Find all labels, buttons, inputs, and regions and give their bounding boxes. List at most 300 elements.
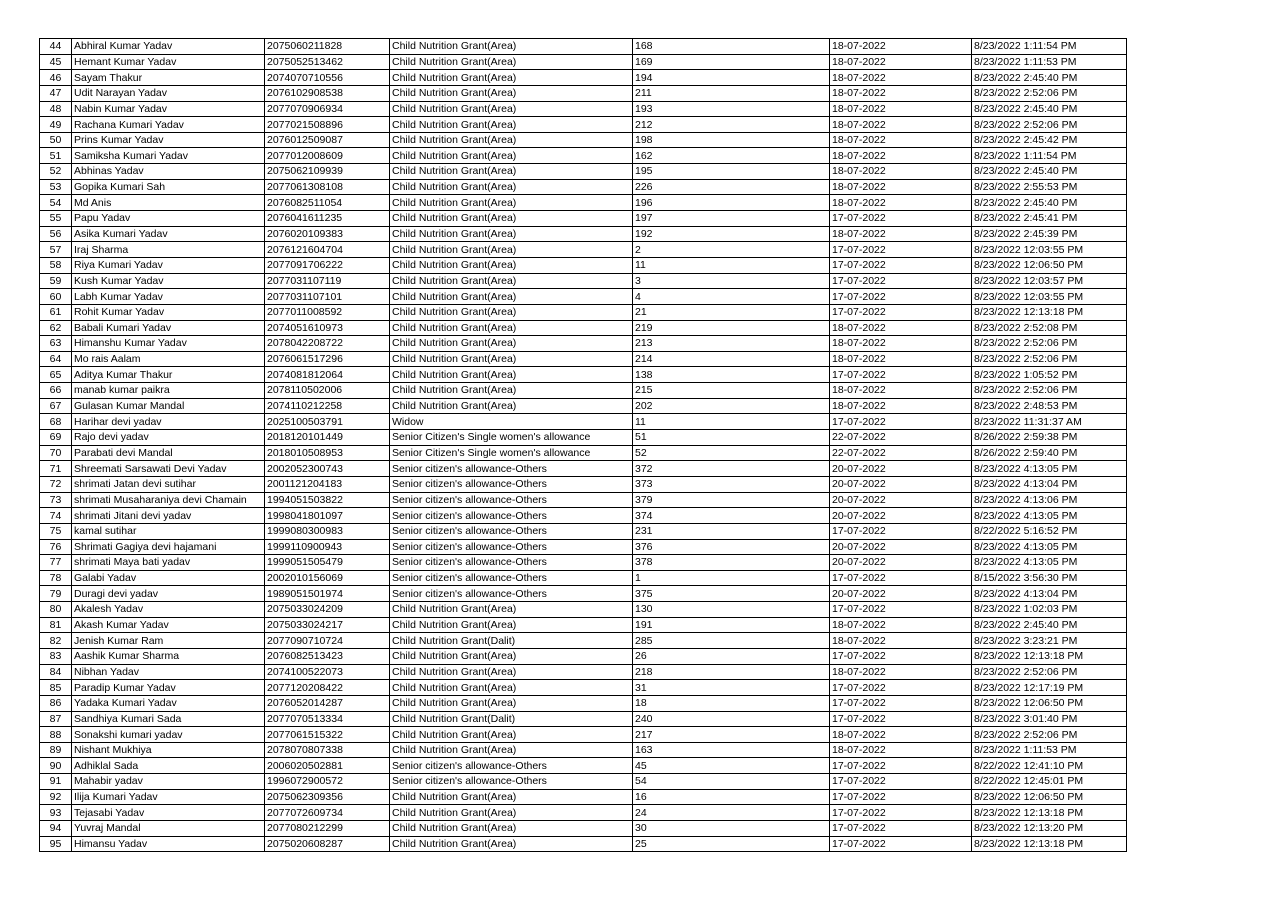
table-row (40, 476, 1127, 492)
date-cell: 17-07-2022 (830, 570, 972, 586)
timestamp-cell: 8/23/2022 4:13:06 PM (972, 492, 1127, 508)
timestamp-cell: 8/23/2022 2:45:39 PM (972, 226, 1127, 242)
allowance-type-cell: Child Nutrition Grant(Area) (390, 148, 633, 164)
date-cell: 17-07-2022 (830, 367, 972, 383)
allowance-type-cell: Senior Citizen's Single women's allowance (390, 430, 633, 446)
allowance-type-cell: Senior citizen's allowance-Others (390, 570, 633, 586)
table-row (40, 555, 1127, 571)
timestamp-cell: 8/23/2022 11:31:37 AM (972, 414, 1127, 430)
timestamp-cell: 8/23/2022 12:13:18 PM (972, 648, 1127, 664)
serial-number-cell: 69 (40, 430, 72, 446)
id-number-cell: 2076041611235 (265, 211, 390, 227)
name-cell: Riya Kumari Yadav (72, 257, 265, 273)
table-row (40, 805, 1127, 821)
table-row (40, 39, 1127, 55)
date-cell: 18-07-2022 (830, 70, 972, 86)
id-number-cell: 2076082511054 (265, 195, 390, 211)
timestamp-cell: 8/23/2022 1:11:54 PM (972, 148, 1127, 164)
table-row (40, 211, 1127, 227)
name-cell: Sandhiya Kumari Sada (72, 711, 265, 727)
serial-number-cell: 85 (40, 680, 72, 696)
name-cell: shrimati Maya bati yadav (72, 555, 265, 571)
timestamp-cell: 8/23/2022 4:13:04 PM (972, 476, 1127, 492)
name-cell: manab kumar paikra (72, 383, 265, 399)
timestamp-cell: 8/23/2022 12:06:50 PM (972, 789, 1127, 805)
code-cell: 130 (633, 602, 830, 618)
serial-number-cell: 67 (40, 398, 72, 414)
name-cell: Rohit Kumar Yadav (72, 304, 265, 320)
serial-number-cell: 73 (40, 492, 72, 508)
date-cell: 18-07-2022 (830, 195, 972, 211)
allowance-type-cell: Child Nutrition Grant(Area) (390, 602, 633, 618)
table-row (40, 539, 1127, 555)
date-cell: 18-07-2022 (830, 148, 972, 164)
allowance-type-cell: Senior citizen's allowance-Others (390, 523, 633, 539)
date-cell: 17-07-2022 (830, 758, 972, 774)
id-number-cell: 2075033024209 (265, 602, 390, 618)
table-row (40, 508, 1127, 524)
id-number-cell: 1989051501974 (265, 586, 390, 602)
name-cell: Shrimati Gagiya devi hajamani (72, 539, 265, 555)
table-row (40, 789, 1127, 805)
allowance-type-cell: Child Nutrition Grant(Area) (390, 695, 633, 711)
timestamp-cell: 8/23/2022 1:05:52 PM (972, 367, 1127, 383)
code-cell: 373 (633, 476, 830, 492)
date-cell: 17-07-2022 (830, 711, 972, 727)
timestamp-cell: 8/23/2022 12:17:19 PM (972, 680, 1127, 696)
allowance-type-cell: Senior citizen's allowance-Others (390, 539, 633, 555)
id-number-cell: 2076121604704 (265, 242, 390, 258)
code-cell: 30 (633, 821, 830, 837)
table-row (40, 695, 1127, 711)
name-cell: kamal sutihar (72, 523, 265, 539)
id-number-cell: 2075052513462 (265, 54, 390, 70)
table-row (40, 148, 1127, 164)
code-cell: 226 (633, 179, 830, 195)
date-cell: 18-07-2022 (830, 664, 972, 680)
name-cell: Gopika Kumari Sah (72, 179, 265, 195)
table-row (40, 523, 1127, 539)
table-body (40, 39, 1127, 852)
table-row (40, 758, 1127, 774)
name-cell: Papu Yadav (72, 211, 265, 227)
serial-number-cell: 51 (40, 148, 72, 164)
code-cell: 372 (633, 461, 830, 477)
timestamp-cell: 8/23/2022 2:45:40 PM (972, 195, 1127, 211)
name-cell: shrimati Jatan devi sutihar (72, 476, 265, 492)
serial-number-cell: 62 (40, 320, 72, 336)
id-number-cell: 2077061308108 (265, 179, 390, 195)
id-number-cell: 2078042208722 (265, 336, 390, 352)
serial-number-cell: 89 (40, 742, 72, 758)
allowance-type-cell: Child Nutrition Grant(Area) (390, 680, 633, 696)
code-cell: 168 (633, 39, 830, 55)
timestamp-cell: 8/23/2022 2:45:41 PM (972, 211, 1127, 227)
timestamp-cell: 8/23/2022 1:02:03 PM (972, 602, 1127, 618)
serial-number-cell: 84 (40, 664, 72, 680)
table-row (40, 711, 1127, 727)
date-cell: 18-07-2022 (830, 398, 972, 414)
serial-number-cell: 65 (40, 367, 72, 383)
date-cell: 18-07-2022 (830, 351, 972, 367)
timestamp-cell: 8/22/2022 12:41:10 PM (972, 758, 1127, 774)
table-row (40, 289, 1127, 305)
name-cell: Rajo devi yadav (72, 430, 265, 446)
code-cell: 219 (633, 320, 830, 336)
name-cell: Ilija Kumari Yadav (72, 789, 265, 805)
table-row (40, 821, 1127, 837)
serial-number-cell: 95 (40, 836, 72, 852)
date-cell: 18-07-2022 (830, 383, 972, 399)
allowance-type-cell: Child Nutrition Grant(Area) (390, 70, 633, 86)
id-number-cell: 2074051610973 (265, 320, 390, 336)
code-cell: 198 (633, 132, 830, 148)
id-number-cell: 2075033024217 (265, 617, 390, 633)
code-cell: 11 (633, 414, 830, 430)
code-cell: 240 (633, 711, 830, 727)
id-number-cell: 2018120101449 (265, 430, 390, 446)
date-cell: 18-07-2022 (830, 179, 972, 195)
name-cell: Akash Kumar Yadav (72, 617, 265, 633)
serial-number-cell: 55 (40, 211, 72, 227)
code-cell: 31 (633, 680, 830, 696)
id-number-cell: 2075020608287 (265, 836, 390, 852)
allowance-type-cell: Child Nutrition Grant(Area) (390, 85, 633, 101)
name-cell: Paradip Kumar Yadav (72, 680, 265, 696)
name-cell: Yadaka Kumari Yadav (72, 695, 265, 711)
allowance-type-cell: Child Nutrition Grant(Area) (390, 273, 633, 289)
allowance-type-cell: Child Nutrition Grant(Area) (390, 320, 633, 336)
code-cell: 11 (633, 257, 830, 273)
date-cell: 18-07-2022 (830, 226, 972, 242)
table-row (40, 430, 1127, 446)
timestamp-cell: 8/23/2022 2:52:06 PM (972, 117, 1127, 133)
date-cell: 17-07-2022 (830, 273, 972, 289)
table-row (40, 633, 1127, 649)
serial-number-cell: 59 (40, 273, 72, 289)
id-number-cell: 1999110900943 (265, 539, 390, 555)
name-cell: Shreemati Sarsawati Devi Yadav (72, 461, 265, 477)
id-number-cell: 2075060211828 (265, 39, 390, 55)
timestamp-cell: 8/23/2022 1:11:53 PM (972, 54, 1127, 70)
table-row (40, 492, 1127, 508)
serial-number-cell: 53 (40, 179, 72, 195)
allowance-type-cell: Child Nutrition Grant(Dalit) (390, 711, 633, 727)
serial-number-cell: 92 (40, 789, 72, 805)
serial-number-cell: 91 (40, 774, 72, 790)
timestamp-cell: 8/23/2022 4:13:05 PM (972, 508, 1127, 524)
allowance-type-cell: Senior citizen's allowance-Others (390, 586, 633, 602)
timestamp-cell: 8/23/2022 1:11:54 PM (972, 39, 1127, 55)
timestamp-cell: 8/23/2022 12:13:18 PM (972, 304, 1127, 320)
timestamp-cell: 8/22/2022 12:45:01 PM (972, 774, 1127, 790)
code-cell: 374 (633, 508, 830, 524)
name-cell: Gulasan Kumar Mandal (72, 398, 265, 414)
timestamp-cell: 8/26/2022 2:59:40 PM (972, 445, 1127, 461)
code-cell: 4 (633, 289, 830, 305)
serial-number-cell: 87 (40, 711, 72, 727)
serial-number-cell: 66 (40, 383, 72, 399)
code-cell: 231 (633, 523, 830, 539)
name-cell: Labh Kumar Yadav (72, 289, 265, 305)
name-cell: Aashik Kumar Sharma (72, 648, 265, 664)
code-cell: 51 (633, 430, 830, 446)
table-row (40, 680, 1127, 696)
timestamp-cell: 8/26/2022 2:59:38 PM (972, 430, 1127, 446)
allowance-type-cell: Child Nutrition Grant(Area) (390, 257, 633, 273)
serial-number-cell: 68 (40, 414, 72, 430)
allowance-type-cell: Child Nutrition Grant(Area) (390, 242, 633, 258)
name-cell: Iraj Sharma (72, 242, 265, 258)
date-cell: 20-07-2022 (830, 539, 972, 555)
allowance-type-cell: Child Nutrition Grant(Area) (390, 54, 633, 70)
name-cell: Nibhan Yadav (72, 664, 265, 680)
date-cell: 18-07-2022 (830, 101, 972, 117)
date-cell: 20-07-2022 (830, 476, 972, 492)
beneficiary-table (39, 38, 1127, 852)
id-number-cell: 2074070710556 (265, 70, 390, 86)
name-cell: Nishant Mukhiya (72, 742, 265, 758)
name-cell: Nabin Kumar Yadav (72, 101, 265, 117)
allowance-type-cell: Child Nutrition Grant(Area) (390, 179, 633, 195)
serial-number-cell: 46 (40, 70, 72, 86)
serial-number-cell: 60 (40, 289, 72, 305)
allowance-type-cell: Child Nutrition Grant(Area) (390, 742, 633, 758)
allowance-type-cell: Child Nutrition Grant(Area) (390, 289, 633, 305)
code-cell: 45 (633, 758, 830, 774)
timestamp-cell: 8/23/2022 12:06:50 PM (972, 695, 1127, 711)
id-number-cell: 2002010156069 (265, 570, 390, 586)
date-cell: 22-07-2022 (830, 445, 972, 461)
code-cell: 25 (633, 836, 830, 852)
code-cell: 138 (633, 367, 830, 383)
serial-number-cell: 44 (40, 39, 72, 55)
date-cell: 17-07-2022 (830, 789, 972, 805)
id-number-cell: 2074081812064 (265, 367, 390, 383)
serial-number-cell: 86 (40, 695, 72, 711)
name-cell: shrimati Jitani devi yadav (72, 508, 265, 524)
timestamp-cell: 8/23/2022 4:13:05 PM (972, 555, 1127, 571)
allowance-type-cell: Child Nutrition Grant(Area) (390, 821, 633, 837)
table-row (40, 774, 1127, 790)
id-number-cell: 2077011008592 (265, 304, 390, 320)
date-cell: 17-07-2022 (830, 821, 972, 837)
name-cell: Yuvraj Mandal (72, 821, 265, 837)
date-cell: 17-07-2022 (830, 648, 972, 664)
serial-number-cell: 70 (40, 445, 72, 461)
date-cell: 17-07-2022 (830, 602, 972, 618)
allowance-type-cell: Child Nutrition Grant(Area) (390, 617, 633, 633)
timestamp-cell: 8/23/2022 2:52:06 PM (972, 664, 1127, 680)
timestamp-cell: 8/23/2022 2:48:53 PM (972, 398, 1127, 414)
date-cell: 20-07-2022 (830, 508, 972, 524)
name-cell: Tejasabi Yadav (72, 805, 265, 821)
timestamp-cell: 8/23/2022 2:45:40 PM (972, 70, 1127, 86)
timestamp-cell: 8/23/2022 12:13:18 PM (972, 836, 1127, 852)
table-row (40, 586, 1127, 602)
name-cell: Rachana Kumari Yadav (72, 117, 265, 133)
date-cell: 17-07-2022 (830, 257, 972, 273)
name-cell: Samiksha Kumari Yadav (72, 148, 265, 164)
serial-number-cell: 76 (40, 539, 72, 555)
table-row (40, 570, 1127, 586)
timestamp-cell: 8/23/2022 2:52:06 PM (972, 85, 1127, 101)
name-cell: Kush Kumar Yadav (72, 273, 265, 289)
id-number-cell: 2078070807338 (265, 742, 390, 758)
code-cell: 213 (633, 336, 830, 352)
date-cell: 20-07-2022 (830, 586, 972, 602)
id-number-cell: 2076102908538 (265, 85, 390, 101)
code-cell: 378 (633, 555, 830, 571)
timestamp-cell: 8/23/2022 3:01:40 PM (972, 711, 1127, 727)
name-cell: Adhiklal Sada (72, 758, 265, 774)
name-cell: Harihar devi yadav (72, 414, 265, 430)
table-row (40, 132, 1127, 148)
table-row (40, 727, 1127, 743)
code-cell: 16 (633, 789, 830, 805)
allowance-type-cell: Child Nutrition Grant(Area) (390, 398, 633, 414)
date-cell: 18-07-2022 (830, 117, 972, 133)
timestamp-cell: 8/23/2022 12:13:18 PM (972, 805, 1127, 821)
id-number-cell: 2077070906934 (265, 101, 390, 117)
table-row (40, 164, 1127, 180)
code-cell: 3 (633, 273, 830, 289)
date-cell: 17-07-2022 (830, 289, 972, 305)
table-row (40, 257, 1127, 273)
date-cell: 17-07-2022 (830, 242, 972, 258)
id-number-cell: 1996072900572 (265, 774, 390, 790)
name-cell: Abhinas Yadav (72, 164, 265, 180)
date-cell: 18-07-2022 (830, 633, 972, 649)
timestamp-cell: 8/15/2022 3:56:30 PM (972, 570, 1127, 586)
table-row (40, 54, 1127, 70)
timestamp-cell: 8/23/2022 2:45:42 PM (972, 132, 1127, 148)
allowance-type-cell: Child Nutrition Grant(Area) (390, 117, 633, 133)
table-row (40, 195, 1127, 211)
allowance-type-cell: Child Nutrition Grant(Area) (390, 664, 633, 680)
allowance-type-cell: Child Nutrition Grant(Area) (390, 383, 633, 399)
name-cell: Akalesh Yadav (72, 602, 265, 618)
serial-number-cell: 72 (40, 476, 72, 492)
name-cell: shrimati Musaharaniya devi Chamain (72, 492, 265, 508)
serial-number-cell: 75 (40, 523, 72, 539)
timestamp-cell: 8/23/2022 2:45:40 PM (972, 164, 1127, 180)
allowance-type-cell: Child Nutrition Grant(Area) (390, 195, 633, 211)
id-number-cell: 2077070513334 (265, 711, 390, 727)
id-number-cell: 2076020109383 (265, 226, 390, 242)
id-number-cell: 2076052014287 (265, 695, 390, 711)
serial-number-cell: 47 (40, 85, 72, 101)
name-cell: Mahabir yadav (72, 774, 265, 790)
serial-number-cell: 50 (40, 132, 72, 148)
code-cell: 54 (633, 774, 830, 790)
serial-number-cell: 71 (40, 461, 72, 477)
id-number-cell: 2077072609734 (265, 805, 390, 821)
id-number-cell: 2077080212299 (265, 821, 390, 837)
serial-number-cell: 56 (40, 226, 72, 242)
allowance-type-cell: Child Nutrition Grant(Area) (390, 164, 633, 180)
allowance-type-cell: Senior citizen's allowance-Others (390, 758, 633, 774)
name-cell: Udit Narayan Yadav (72, 85, 265, 101)
serial-number-cell: 45 (40, 54, 72, 70)
allowance-type-cell: Child Nutrition Grant(Area) (390, 805, 633, 821)
serial-number-cell: 58 (40, 257, 72, 273)
id-number-cell: 2077021508896 (265, 117, 390, 133)
date-cell: 18-07-2022 (830, 320, 972, 336)
date-cell: 18-07-2022 (830, 336, 972, 352)
table-row (40, 461, 1127, 477)
name-cell: Abhiral Kumar Yadav (72, 39, 265, 55)
serial-number-cell: 74 (40, 508, 72, 524)
allowance-type-cell: Senior citizen's allowance-Others (390, 476, 633, 492)
allowance-type-cell: Senior Citizen's Single women's allowance (390, 445, 633, 461)
table-row (40, 445, 1127, 461)
allowance-type-cell: Child Nutrition Grant(Area) (390, 336, 633, 352)
serial-number-cell: 64 (40, 351, 72, 367)
code-cell: 21 (633, 304, 830, 320)
serial-number-cell: 49 (40, 117, 72, 133)
name-cell: Sonakshi kumari yadav (72, 727, 265, 743)
id-number-cell: 2001121204183 (265, 476, 390, 492)
code-cell: 202 (633, 398, 830, 414)
allowance-type-cell: Child Nutrition Grant(Area) (390, 132, 633, 148)
date-cell: 18-07-2022 (830, 54, 972, 70)
code-cell: 24 (633, 805, 830, 821)
code-cell: 18 (633, 695, 830, 711)
code-cell: 196 (633, 195, 830, 211)
allowance-type-cell: Senior citizen's allowance-Others (390, 492, 633, 508)
serial-number-cell: 48 (40, 101, 72, 117)
code-cell: 192 (633, 226, 830, 242)
date-cell: 20-07-2022 (830, 461, 972, 477)
allowance-type-cell: Senior citizen's allowance-Others (390, 461, 633, 477)
code-cell: 379 (633, 492, 830, 508)
date-cell: 17-07-2022 (830, 805, 972, 821)
allowance-type-cell: Widow (390, 414, 633, 430)
id-number-cell: 2002052300743 (265, 461, 390, 477)
code-cell: 2 (633, 242, 830, 258)
name-cell: Parabati devi Mandal (72, 445, 265, 461)
table-row (40, 836, 1127, 852)
id-number-cell: 2076012509087 (265, 132, 390, 148)
serial-number-cell: 57 (40, 242, 72, 258)
table-row (40, 367, 1127, 383)
serial-number-cell: 63 (40, 336, 72, 352)
allowance-type-cell: Child Nutrition Grant(Area) (390, 39, 633, 55)
table-row (40, 664, 1127, 680)
code-cell: 191 (633, 617, 830, 633)
code-cell: 218 (633, 664, 830, 680)
timestamp-cell: 8/23/2022 1:11:53 PM (972, 742, 1127, 758)
timestamp-cell: 8/23/2022 12:13:20 PM (972, 821, 1127, 837)
timestamp-cell: 8/23/2022 2:55:53 PM (972, 179, 1127, 195)
allowance-type-cell: Child Nutrition Grant(Area) (390, 304, 633, 320)
name-cell: Mo rais Aalam (72, 351, 265, 367)
allowance-type-cell: Child Nutrition Grant(Area) (390, 211, 633, 227)
code-cell: 169 (633, 54, 830, 70)
serial-number-cell: 81 (40, 617, 72, 633)
serial-number-cell: 78 (40, 570, 72, 586)
table-row (40, 101, 1127, 117)
id-number-cell: 1999080300983 (265, 523, 390, 539)
id-number-cell: 2077120208422 (265, 680, 390, 696)
name-cell: Duragi devi yadav (72, 586, 265, 602)
name-cell: Babali Kumari Yadav (72, 320, 265, 336)
serial-number-cell: 54 (40, 195, 72, 211)
code-cell: 215 (633, 383, 830, 399)
serial-number-cell: 77 (40, 555, 72, 571)
timestamp-cell: 8/23/2022 2:45:40 PM (972, 617, 1127, 633)
